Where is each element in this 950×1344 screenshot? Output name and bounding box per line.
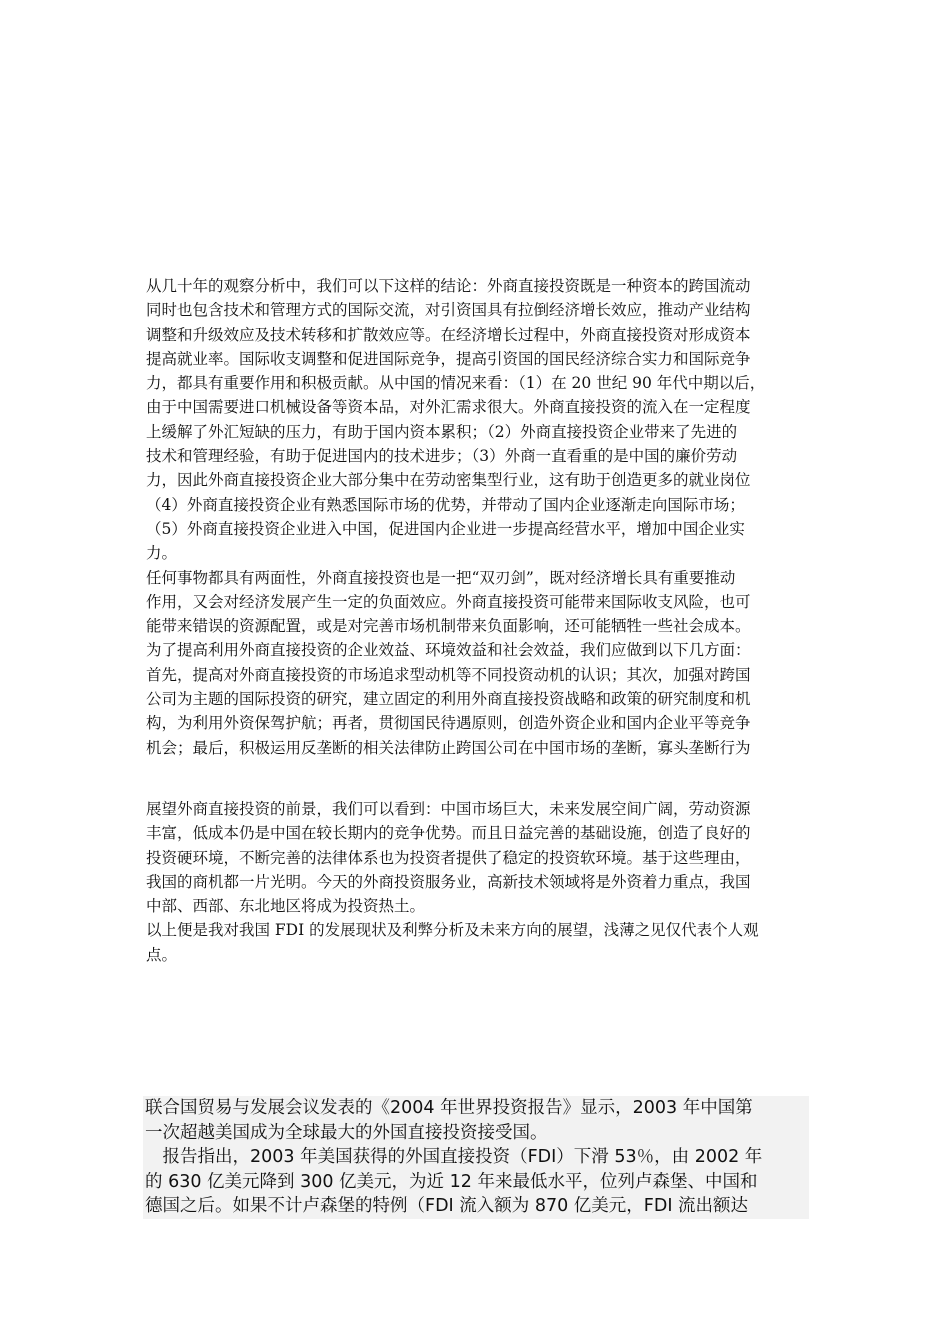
excerpt-line: 联合国贸易与发展会议发表的《2004 年世界投资报告》显示，2003 年中国第 [145,1098,753,1118]
paragraph-line: 中部、西部、东北地区将成为投资热土。 [146,897,426,916]
analysis-text-block [146,274,814,760]
paragraph-line: 构，为利用外资保驾护航；再者，贯彻国民待遇原则，创造外资企业和国内企业平等竞争 [146,714,751,733]
paragraph-line: 丰富，低成本仍是中国在较长期内的竞争优势。而且日益完善的基础设施，创造了良好的 [146,824,751,843]
paragraph-line: 力，因此外商直接投资企业大部分集中在劳动密集型行业，这有助于创造更多的就业岗位 [146,471,751,490]
report-excerpt-block [143,1096,809,1219]
paragraph-line: 同时也包含技术和管理方式的国际交流，对引资国具有拉倒经济增长效应，推动产业结构 [146,301,751,320]
outlook-text-block [146,797,814,967]
paragraph-line: 展望外商直接投资的前景，我们可以看到：中国市场巨大，未来发展空间广阔，劳动资源 [146,800,751,818]
paragraph-line: 首先，提高对外商直接投资的市场追求型动机等不同投资动机的认识；其次，加强对跨国 [146,665,751,684]
excerpt-line: 的 630 亿美元降到 300 亿美元，为近 12 年来最低水平，位列卢森堡、中国和 [145,1171,758,1192]
paragraph-line: 提高就业率。国际收支调整和促进国际竞争，提高引资国的国民经济综合实力和国际竞争 [146,349,751,368]
paragraph-line: （4）外商直接投资企业有熟悉国际市场的优势，并带动了国内企业逐渐走向国际市场； [146,495,745,514]
paragraph-line: 作用，又会对经济发展产生一定的负面效应。外商直接投资可能带来国际收支风险，也可 [146,592,751,611]
paragraph-line: 点。 [146,945,178,964]
paragraph-line: 调整和升级效应及技术转移和扩散效应等。在经济增长过程中，外商直接投资对形成资本 [146,325,751,344]
paragraph-line: 力。 [146,544,178,563]
paragraph-line: （5）外商直接投资企业进入中国，促进国内企业进一步提高经营水平，增加中国企业实 [146,519,745,538]
paragraph-line: 技术和管理经验，有助于促进国内的技术进步；（3）外商一直看重的是中国的廉价劳动 [146,447,738,466]
paragraph-line: 任何事物都具有两面性，外商直接投资也是一把“双刃剑”，既对经济增长具有重要推动 [146,568,736,587]
paragraph-line: 从几十年的观察分析中，我们可以下这样的结论：外商直接投资既是一种资本的跨国流动 [146,277,751,295]
paragraph-line: 我国的商机都一片光明。今天的外商投资服务业，高新技术领域将是外资着力重点，我国 [146,872,751,891]
paragraph-line: 公司为主题的国际投资的研究，建立固定的利用外商直接投资战略和政策的研究制度和机 [146,690,751,709]
paragraph-line: 为了提高利用外商直接投资的企业效益、环境效益和社会效益，我们应做到以下几方面： [146,641,751,660]
paragraph-line: 机会；最后，积极运用反垄断的相关法律防止跨国公司在中国市场的垄断，寡头垄断行为 [146,738,751,757]
paragraph-line: 力，都具有重要作用和积极贡献。从中国的情况来看：（1）在 20 世纪 90 年代中期以后， [146,374,766,393]
paragraph-line: 能带来错误的资源配置，或是对完善市场机制带来负面影响，还可能牺牲一些社会成本。 [146,617,751,636]
paragraph-line: 由于中国需要进口机械设备等资本品，对外汇需求很大。外商直接投资的流入在一定程度 [146,398,751,417]
excerpt-line: 报告指出，2003 年美国获得的外国直接投资（FDI）下滑 53％，由 2002 年 [145,1147,763,1167]
paragraph-line: 上缓解了外汇短缺的压力，有助于国内资本累积；（2）外商直接投资企业带来了先进的 [146,422,738,441]
excerpt-line: 一次超越美国成为全球最大的外国直接投资接受国。 [145,1122,548,1143]
paragraph-line: 以上便是我对我国 FDI 的发展现状及利弊分析及未来方向的展望，浅薄之见仅代表个人观 [146,921,759,940]
excerpt-line: 德国之后。如果不计卢森堡的特例（FDI 流入额为 870 亿美元，FDI 流出额达 [145,1196,749,1216]
paragraph-line: 投资硬环境，不断完善的法律体系也为投资者提供了稳定的投资软环境。基于这些理由， [146,848,751,867]
